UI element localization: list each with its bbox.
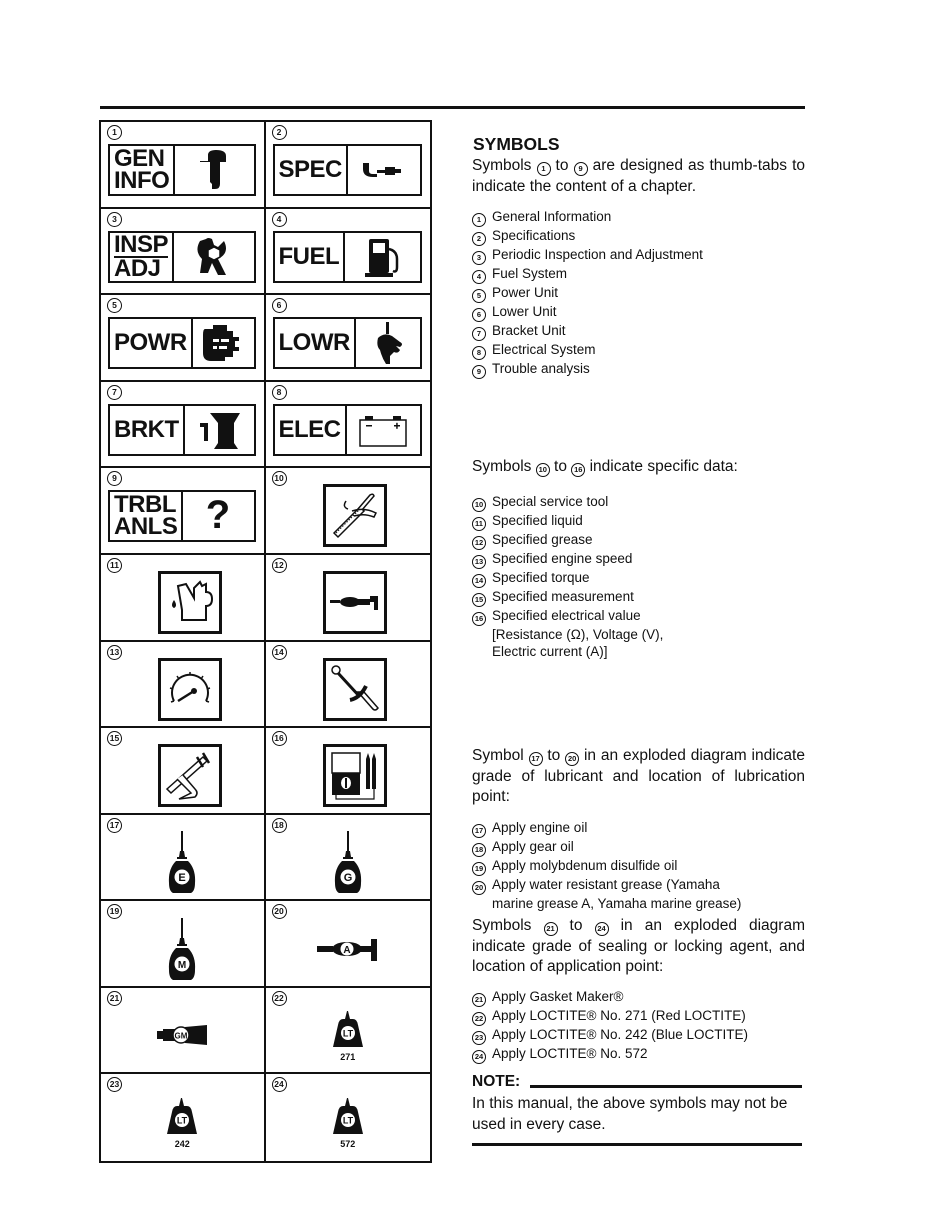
list-item <box>472 303 812 322</box>
symbol-number: 8 <box>272 385 287 400</box>
list-item-text: Electrical System <box>492 342 596 357</box>
list-item-text: Specified electrical value <box>492 608 641 623</box>
list-item <box>472 569 812 588</box>
circled-number: 16 <box>571 463 585 477</box>
multimeter-icon <box>323 744 387 807</box>
symbol-number: 4 <box>272 212 287 227</box>
circled-number: 14 <box>472 574 486 588</box>
list-item-text: Specified liquid <box>492 513 583 528</box>
list-item-text: Apply LOCTITE® No. 242 (Blue LOCTITE) <box>492 1027 749 1042</box>
circled-number: 2 <box>472 232 486 246</box>
note-rule <box>530 1085 802 1088</box>
loctite-bottle-icon <box>266 1088 431 1157</box>
symbol-cell-12 <box>266 555 431 642</box>
thumb-tab-label-line: ELEC <box>278 415 341 443</box>
circled-number: 8 <box>472 346 486 360</box>
symbol-cell-24 <box>266 1074 431 1161</box>
symbol-cell-8 <box>266 382 431 469</box>
symbol-cell-2 <box>266 122 431 209</box>
circled-number: 15 <box>472 593 486 607</box>
oil-bottle-icon <box>266 829 431 896</box>
circled-number: 6 <box>472 308 486 322</box>
list-item-text: Apply Gasket Maker® <box>492 989 624 1004</box>
thumb-tab <box>108 404 256 456</box>
loctite-code: 572 <box>340 1139 356 1150</box>
symbol-number: 14 <box>272 645 287 660</box>
circled-number: 13 <box>472 555 486 569</box>
svg-text:?: ? <box>206 496 231 537</box>
engine-block-icon <box>193 319 254 367</box>
circled-number: 19 <box>472 862 486 876</box>
symbol-number: 2 <box>272 125 287 140</box>
loctite-code: 242 <box>174 1139 190 1150</box>
thumb-tab-label-line: SPEC <box>278 156 342 183</box>
list-item <box>472 208 812 227</box>
symbol-cell-9 <box>101 468 266 555</box>
circled-number: 3 <box>472 251 486 265</box>
thumb-tab <box>108 231 256 283</box>
intro-paragraph-1: Symbols 1 to 9 are designed as thumb-tabs to indicate the content of a chapter. <box>472 157 805 195</box>
symbol-number: 16 <box>272 731 287 746</box>
micrometer-icon <box>348 146 420 194</box>
note-label: NOTE: <box>472 1073 521 1090</box>
list-item <box>472 493 812 512</box>
symbol-number: 6 <box>272 298 287 313</box>
thumb-tab-label <box>110 230 174 282</box>
lower-unit-icon <box>356 319 420 367</box>
thumb-tab-label <box>275 406 347 454</box>
list-item-continuation <box>472 895 812 912</box>
thumb-tab-label-line: LOWR <box>278 329 350 357</box>
thumb-tab <box>273 404 423 456</box>
symbol-cell-16 <box>266 728 431 815</box>
symbol-cell-18 <box>266 815 431 902</box>
note-end-rule <box>472 1143 802 1146</box>
list-item <box>472 838 812 857</box>
list-item-text: Electric current (A)] <box>492 644 608 660</box>
symbols-grid <box>99 120 432 1163</box>
thumb-tab-label <box>275 146 348 194</box>
intro-paragraph-3: Symbol 17 to 20 in an exploded diagram indicate grade of lubricant and location of lubrication point: <box>472 747 805 805</box>
symbol-cell-3 <box>101 209 266 296</box>
circled-number: 18 <box>472 843 486 857</box>
thumb-tab-label-line: GEN <box>114 145 165 172</box>
circled-number: 7 <box>472 327 486 341</box>
grease-tube-icon <box>266 915 431 982</box>
svg-text:A: A <box>343 944 351 956</box>
thumb-tab-label-line: POWR <box>114 329 187 357</box>
circled-number: 9 <box>574 162 588 176</box>
circled-number: 23 <box>472 1031 486 1045</box>
list-item-text: Special service tool <box>492 494 609 509</box>
list-item-text: Specified engine speed <box>492 551 633 566</box>
circled-number: 10 <box>472 498 486 512</box>
symbol-number: 18 <box>272 818 287 833</box>
circled-number: 10 <box>536 463 550 477</box>
list-item-text: Power Unit <box>492 285 559 300</box>
symbol-cell-20 <box>266 901 431 988</box>
thumb-tab-label-line: ANLS <box>114 513 178 541</box>
circled-number: 21 <box>544 922 558 936</box>
list-item <box>472 227 812 246</box>
list-item-text: Trouble analysis <box>492 361 590 376</box>
battery-icon <box>347 406 420 454</box>
list-item-continuation <box>472 626 812 643</box>
symbol-number: 9 <box>107 471 122 486</box>
thumb-tab <box>273 231 423 283</box>
torque-wrench-icon <box>323 658 387 721</box>
page-heading: SYMBOLS <box>473 134 560 154</box>
grease-gun-icon <box>323 571 387 634</box>
thumb-tab <box>273 144 423 196</box>
symbol-cell-11 <box>101 555 266 642</box>
thumb-tab-label <box>110 492 183 540</box>
symbol-number: 12 <box>272 558 287 573</box>
symbol-number: 7 <box>107 385 122 400</box>
symbol-cell-23 <box>101 1074 266 1161</box>
thumb-tab-label-line: FUEL <box>278 242 340 270</box>
symbol-number: 15 <box>107 731 122 746</box>
svg-text:LT: LT <box>342 1115 353 1126</box>
list-item-text: Specified torque <box>492 570 590 585</box>
circled-number: 22 <box>472 1012 486 1026</box>
list-item-text: Apply LOCTITE® No. 572 <box>492 1046 648 1061</box>
symbol-cell-13 <box>101 642 266 729</box>
list-item-text: General Information <box>492 209 612 224</box>
list-item-text: Lower Unit <box>492 304 557 319</box>
thumb-tab-label <box>110 319 193 367</box>
symbol-cell-4 <box>266 209 431 296</box>
list-item-text: Apply molybdenum disulfide oil <box>492 858 678 873</box>
svg-text:LT: LT <box>177 1115 188 1126</box>
circled-number: 4 <box>472 270 486 284</box>
note-text: In this manual, the above symbols may not be used in every case. <box>472 1095 788 1133</box>
symbol-cell-14 <box>266 642 431 729</box>
special-tool-icon <box>323 484 387 547</box>
wrench-nut-icon <box>174 233 253 281</box>
symbol-number: 23 <box>107 1077 122 1092</box>
list-item-text: [Resistance (Ω), Voltage (V), <box>492 627 664 642</box>
sealant-list <box>472 988 812 1064</box>
symbol-number: 11 <box>107 558 122 573</box>
list-item-text: Apply gear oil <box>492 839 574 854</box>
symbol-number: 24 <box>272 1077 287 1092</box>
thumb-tab-label <box>275 319 356 367</box>
caliper-icon <box>158 744 222 807</box>
loctite-code: 271 <box>340 1051 356 1062</box>
circled-number: 16 <box>472 612 486 626</box>
list-item-text: Apply LOCTITE® No. 271 (Red LOCTITE) <box>492 1008 746 1023</box>
svg-text:M: M <box>178 959 187 971</box>
list-item-text: Bracket Unit <box>492 323 566 338</box>
svg-text:G: G <box>343 871 353 884</box>
symbol-number: 21 <box>107 991 122 1006</box>
symbol-number: 22 <box>272 991 287 1006</box>
thumb-tab-label <box>110 146 175 194</box>
symbol-cell-22 <box>266 988 431 1075</box>
symbol-number: 5 <box>107 298 122 313</box>
list-item <box>472 246 812 265</box>
specific-data-list <box>472 493 812 661</box>
symbol-number: 10 <box>272 471 287 486</box>
thumb-tab-label <box>110 406 185 454</box>
chapter-list <box>472 208 812 379</box>
circled-number: 9 <box>472 365 486 379</box>
list-item-text: Specifications <box>492 228 576 243</box>
list-item <box>472 1007 812 1026</box>
svg-text:LT: LT <box>342 1028 353 1039</box>
list-item <box>472 819 812 838</box>
list-item <box>472 265 812 284</box>
fuel-pump-icon <box>345 233 420 281</box>
gasket-maker-tube-icon <box>101 1002 264 1069</box>
question-mark-icon <box>183 492 253 540</box>
symbol-number: 17 <box>107 818 122 833</box>
list-item-text: Specified measurement <box>492 589 634 604</box>
list-item-continuation <box>472 643 812 660</box>
symbol-number: 20 <box>272 904 287 919</box>
list-item-text: Periodic Inspection and Adjustment <box>492 247 703 262</box>
list-item <box>472 988 812 1007</box>
loctite-bottle-icon <box>101 1088 264 1157</box>
oil-bottle-icon <box>101 829 264 896</box>
symbol-cell-1 <box>101 122 266 209</box>
list-item <box>472 531 812 550</box>
list-item-text: marine grease A, Yamaha marine grease) <box>492 896 742 911</box>
circled-number: 21 <box>472 993 486 1007</box>
top-rule <box>100 106 805 109</box>
circled-number: 1 <box>472 213 486 227</box>
circled-number: 20 <box>565 752 579 766</box>
thumb-tab <box>108 144 256 196</box>
circled-number: 11 <box>472 517 486 531</box>
thumb-tab-label-line: ADJ <box>114 254 161 282</box>
circled-number: 17 <box>529 752 543 766</box>
symbol-cell-6 <box>266 295 431 382</box>
list-item <box>472 322 812 341</box>
list-item <box>472 512 812 531</box>
symbol-cell-10 <box>266 468 431 555</box>
intro-paragraph-2: Symbols 10 to 16 indicate specific data: <box>472 458 738 475</box>
oil-bottle-icon <box>101 915 264 982</box>
list-item <box>472 1045 812 1064</box>
symbol-number: 3 <box>107 212 122 227</box>
symbol-cell-19 <box>101 901 266 988</box>
thumb-tab-label-line: INSP <box>114 230 169 258</box>
list-item <box>472 284 812 303</box>
list-item <box>472 1026 812 1045</box>
symbol-cell-17 <box>101 815 266 902</box>
oil-can-icon <box>158 571 222 634</box>
circled-number: 20 <box>472 881 486 895</box>
circled-number: 12 <box>472 536 486 550</box>
tachometer-icon <box>158 658 222 721</box>
symbol-cell-15 <box>101 728 266 815</box>
symbol-number: 13 <box>107 645 122 660</box>
list-item <box>472 550 812 569</box>
circled-number: 24 <box>595 922 609 936</box>
thumb-tab-label-line: INFO <box>114 167 170 194</box>
lubricant-list <box>472 819 812 912</box>
intro-paragraph-4: Symbols 21 to 24 in an exploded diagram indicate grade of sealing or locking agent, and location of application point: <box>472 917 805 975</box>
list-item <box>472 360 812 379</box>
list-item <box>472 588 812 607</box>
circled-number: 5 <box>472 289 486 303</box>
thumb-tab-label <box>275 233 346 281</box>
symbol-cell-21 <box>101 988 266 1075</box>
list-item-text: Apply water resistant grease (Yamaha <box>492 877 720 892</box>
thumb-tab <box>273 317 423 369</box>
circled-number: 24 <box>472 1050 486 1064</box>
symbol-number: 19 <box>107 904 122 919</box>
symbol-cell-7 <box>101 382 266 469</box>
list-item <box>472 857 812 876</box>
outboard-motor-icon <box>175 146 253 194</box>
svg-text:GM: GM <box>174 1031 188 1041</box>
thumb-tab-label-line: TRBL <box>114 491 176 519</box>
thumb-tab-label-line: BRKT <box>114 415 179 443</box>
thumb-tab <box>108 317 256 369</box>
svg-text:E: E <box>178 871 186 884</box>
list-item <box>472 341 812 360</box>
list-item-text: Fuel System <box>492 266 568 281</box>
list-item <box>472 607 812 626</box>
circled-number: 17 <box>472 824 486 838</box>
thumb-tab <box>108 490 256 542</box>
list-item <box>472 876 812 895</box>
list-item-text: Apply engine oil <box>492 820 588 835</box>
bracket-icon <box>185 406 254 454</box>
circled-number: 1 <box>537 162 551 176</box>
list-item-text: Specified grease <box>492 532 593 547</box>
symbol-cell-5 <box>101 295 266 382</box>
symbol-number: 1 <box>107 125 122 140</box>
loctite-bottle-icon <box>266 1002 431 1069</box>
